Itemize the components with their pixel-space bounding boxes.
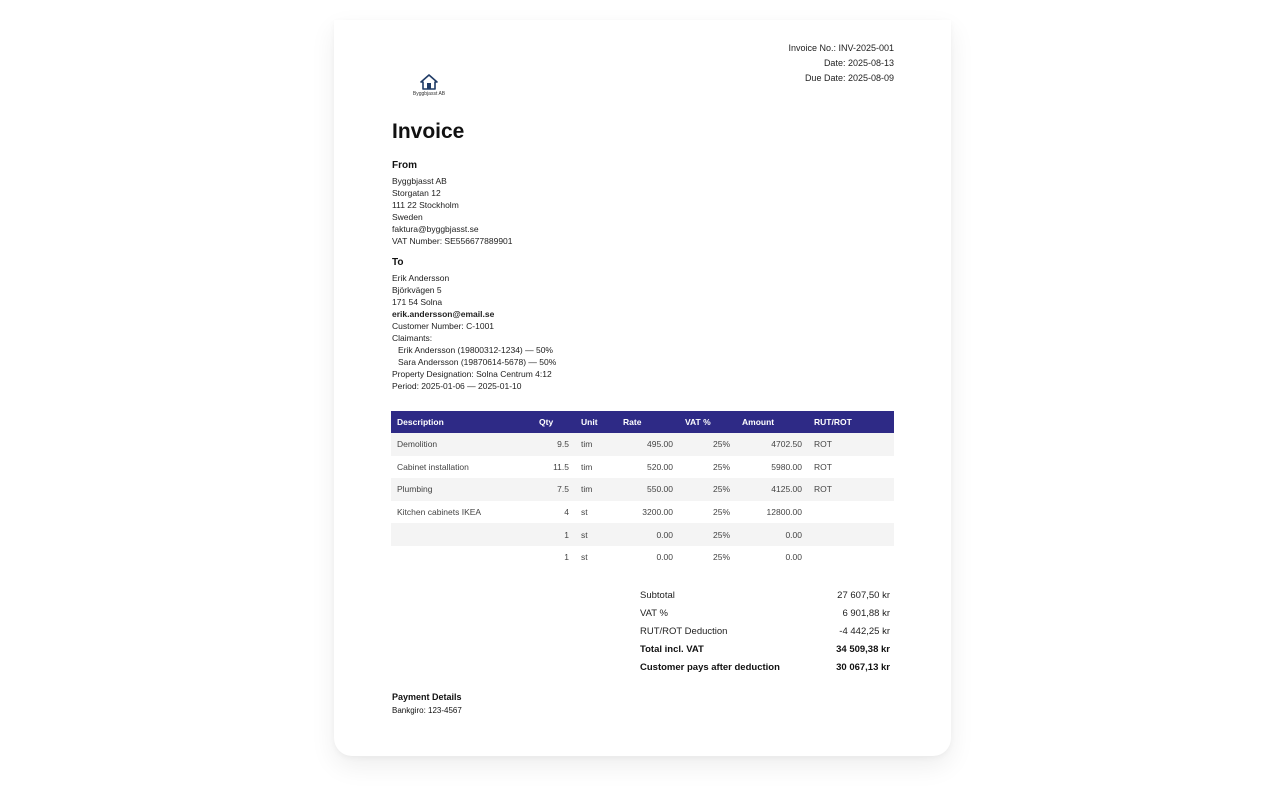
invoice-due-date: Due Date: 2025-08-09 [804,73,894,83]
table-row [391,501,894,524]
from-line: faktura@byggbjasst.se [392,224,479,234]
cell-qty: 1 [533,523,575,546]
cell-amount: 0.00 [785,552,802,563]
cell-amount: 4702.50 [736,433,808,456]
from-block [392,159,513,247]
cell-qty: 9.5 [533,433,575,456]
table-row [391,478,894,501]
invoice-date: Date: 2025-08-13 [823,58,894,68]
totals-label: Total incl. VAT [640,644,704,655]
to-line: Björkvägen 5 [392,285,442,295]
cell-description: Cabinet installation [397,461,469,472]
cell-rutrot: ROT [814,461,832,472]
cell-vat: 25% [712,461,730,472]
totals-label: Subtotal [640,590,675,601]
cell-description [391,523,533,546]
line-items-table [391,411,894,569]
to-email: erik.andersson@email.se [392,309,495,319]
invoice-number: Invoice No.: INV-2025-001 [788,43,894,53]
totals-label: Customer pays after deduction [640,662,780,673]
to-line: Period: 2025-01-06 — 2025-01-10 [392,381,522,391]
cell-unit: tim [581,461,593,472]
cell-amount: 4125.00 [736,478,808,501]
table-row [391,456,894,479]
to-line: Claimants: [392,333,433,343]
cell-unit: st [575,523,617,546]
totals-row-customer-pays [640,659,890,677]
totals-row-total [640,641,890,659]
to-line: Erik Andersson (19800312-1234) — 50% [398,345,553,355]
from-line: VAT Number: SE556677889901 [392,236,513,246]
col-amount: Amount [736,411,808,433]
totals-row-vat [640,605,890,623]
from-line: Byggbjasst AB [392,176,447,186]
totals-row-deduction [640,623,890,641]
cell-amount: 5980.00 [771,461,802,472]
from-line: Sweden [392,212,423,222]
from-line: Storgatan 12 [392,188,441,198]
table-header-row [391,411,894,433]
cell-vat: 25% [712,507,730,518]
cell-qty: 7.5 [533,478,575,501]
cell-rutrot: ROT [808,433,894,456]
totals-value: 27 607,50 kr [837,590,890,601]
cell-vat: 25% [679,523,736,546]
table-row [391,523,894,546]
totals-label: RUT/ROT Deduction [640,626,728,637]
cell-unit: tim [575,478,617,501]
cell-unit: st [581,507,588,518]
cell-qty: 11.5 [553,461,569,472]
house-icon [420,74,438,90]
totals-row-subtotal [640,587,890,605]
to-line: Sara Andersson (19870614-5678) — 50% [398,357,557,367]
payment-line: Bankgiro: 123-4567 [392,706,462,715]
cell-rate: 550.00 [617,478,679,501]
totals-value: 34 509,38 kr [836,644,890,655]
cell-rate: 0.00 [617,523,679,546]
cell-rate: 3200.00 [642,507,673,518]
cell-description [391,546,533,569]
cell-rutrot [808,546,894,569]
to-block [392,256,556,392]
cell-rate: 0.00 [656,552,673,563]
cell-unit: tim [575,433,617,456]
cell-vat: 25% [679,433,736,456]
company-logo [406,74,452,97]
col-rutrot: RUT/ROT [808,411,894,433]
cell-description: Plumbing [391,478,533,501]
cell-rutrot: ROT [808,478,894,501]
cell-description: Demolition [391,433,533,456]
totals-block [640,587,890,677]
cell-qty: 4 [564,507,569,518]
table-row [391,546,894,569]
to-line: Erik Andersson [392,273,450,283]
table-row [391,433,894,456]
cell-description: Kitchen cabinets IKEA [397,507,482,518]
col-rate: Rate [617,411,679,433]
cell-rutrot [808,501,894,524]
cell-amount: 0.00 [736,523,808,546]
to-line: Customer Number: C-1001 [392,321,495,331]
payment-heading: Payment Details [392,692,462,702]
totals-label: VAT % [640,608,668,619]
cell-rutrot [808,523,894,546]
invoice-meta [788,41,894,86]
cell-vat: 25% [679,478,736,501]
totals-value: -4 442,25 kr [839,626,890,637]
to-line: Property Designation: Solna Centrum 4:12 [392,369,552,379]
to-heading: To [392,257,404,268]
payment-details [392,690,462,718]
cell-rate: 495.00 [617,433,679,456]
totals-value: 6 901,88 kr [842,608,890,619]
from-line: 111 22 Stockholm [392,200,459,210]
cell-rate: 520.00 [647,461,673,472]
invoice-sheet [334,20,951,756]
cell-vat: 25% [712,552,730,563]
logo-text: Byggbjasst AB [412,91,446,97]
totals-value: 30 067,13 kr [836,662,890,673]
cell-amount: 12800.00 [766,507,802,518]
cell-unit: st [581,552,588,563]
to-line: 171 54 Solna [392,297,443,307]
col-vat: VAT % [679,411,736,433]
page-title: Invoice [392,120,465,143]
from-heading: From [392,160,417,171]
col-description: Description [391,411,533,433]
col-qty: Qty [533,411,575,433]
cell-qty: 1 [564,552,569,563]
col-unit: Unit [575,411,617,433]
